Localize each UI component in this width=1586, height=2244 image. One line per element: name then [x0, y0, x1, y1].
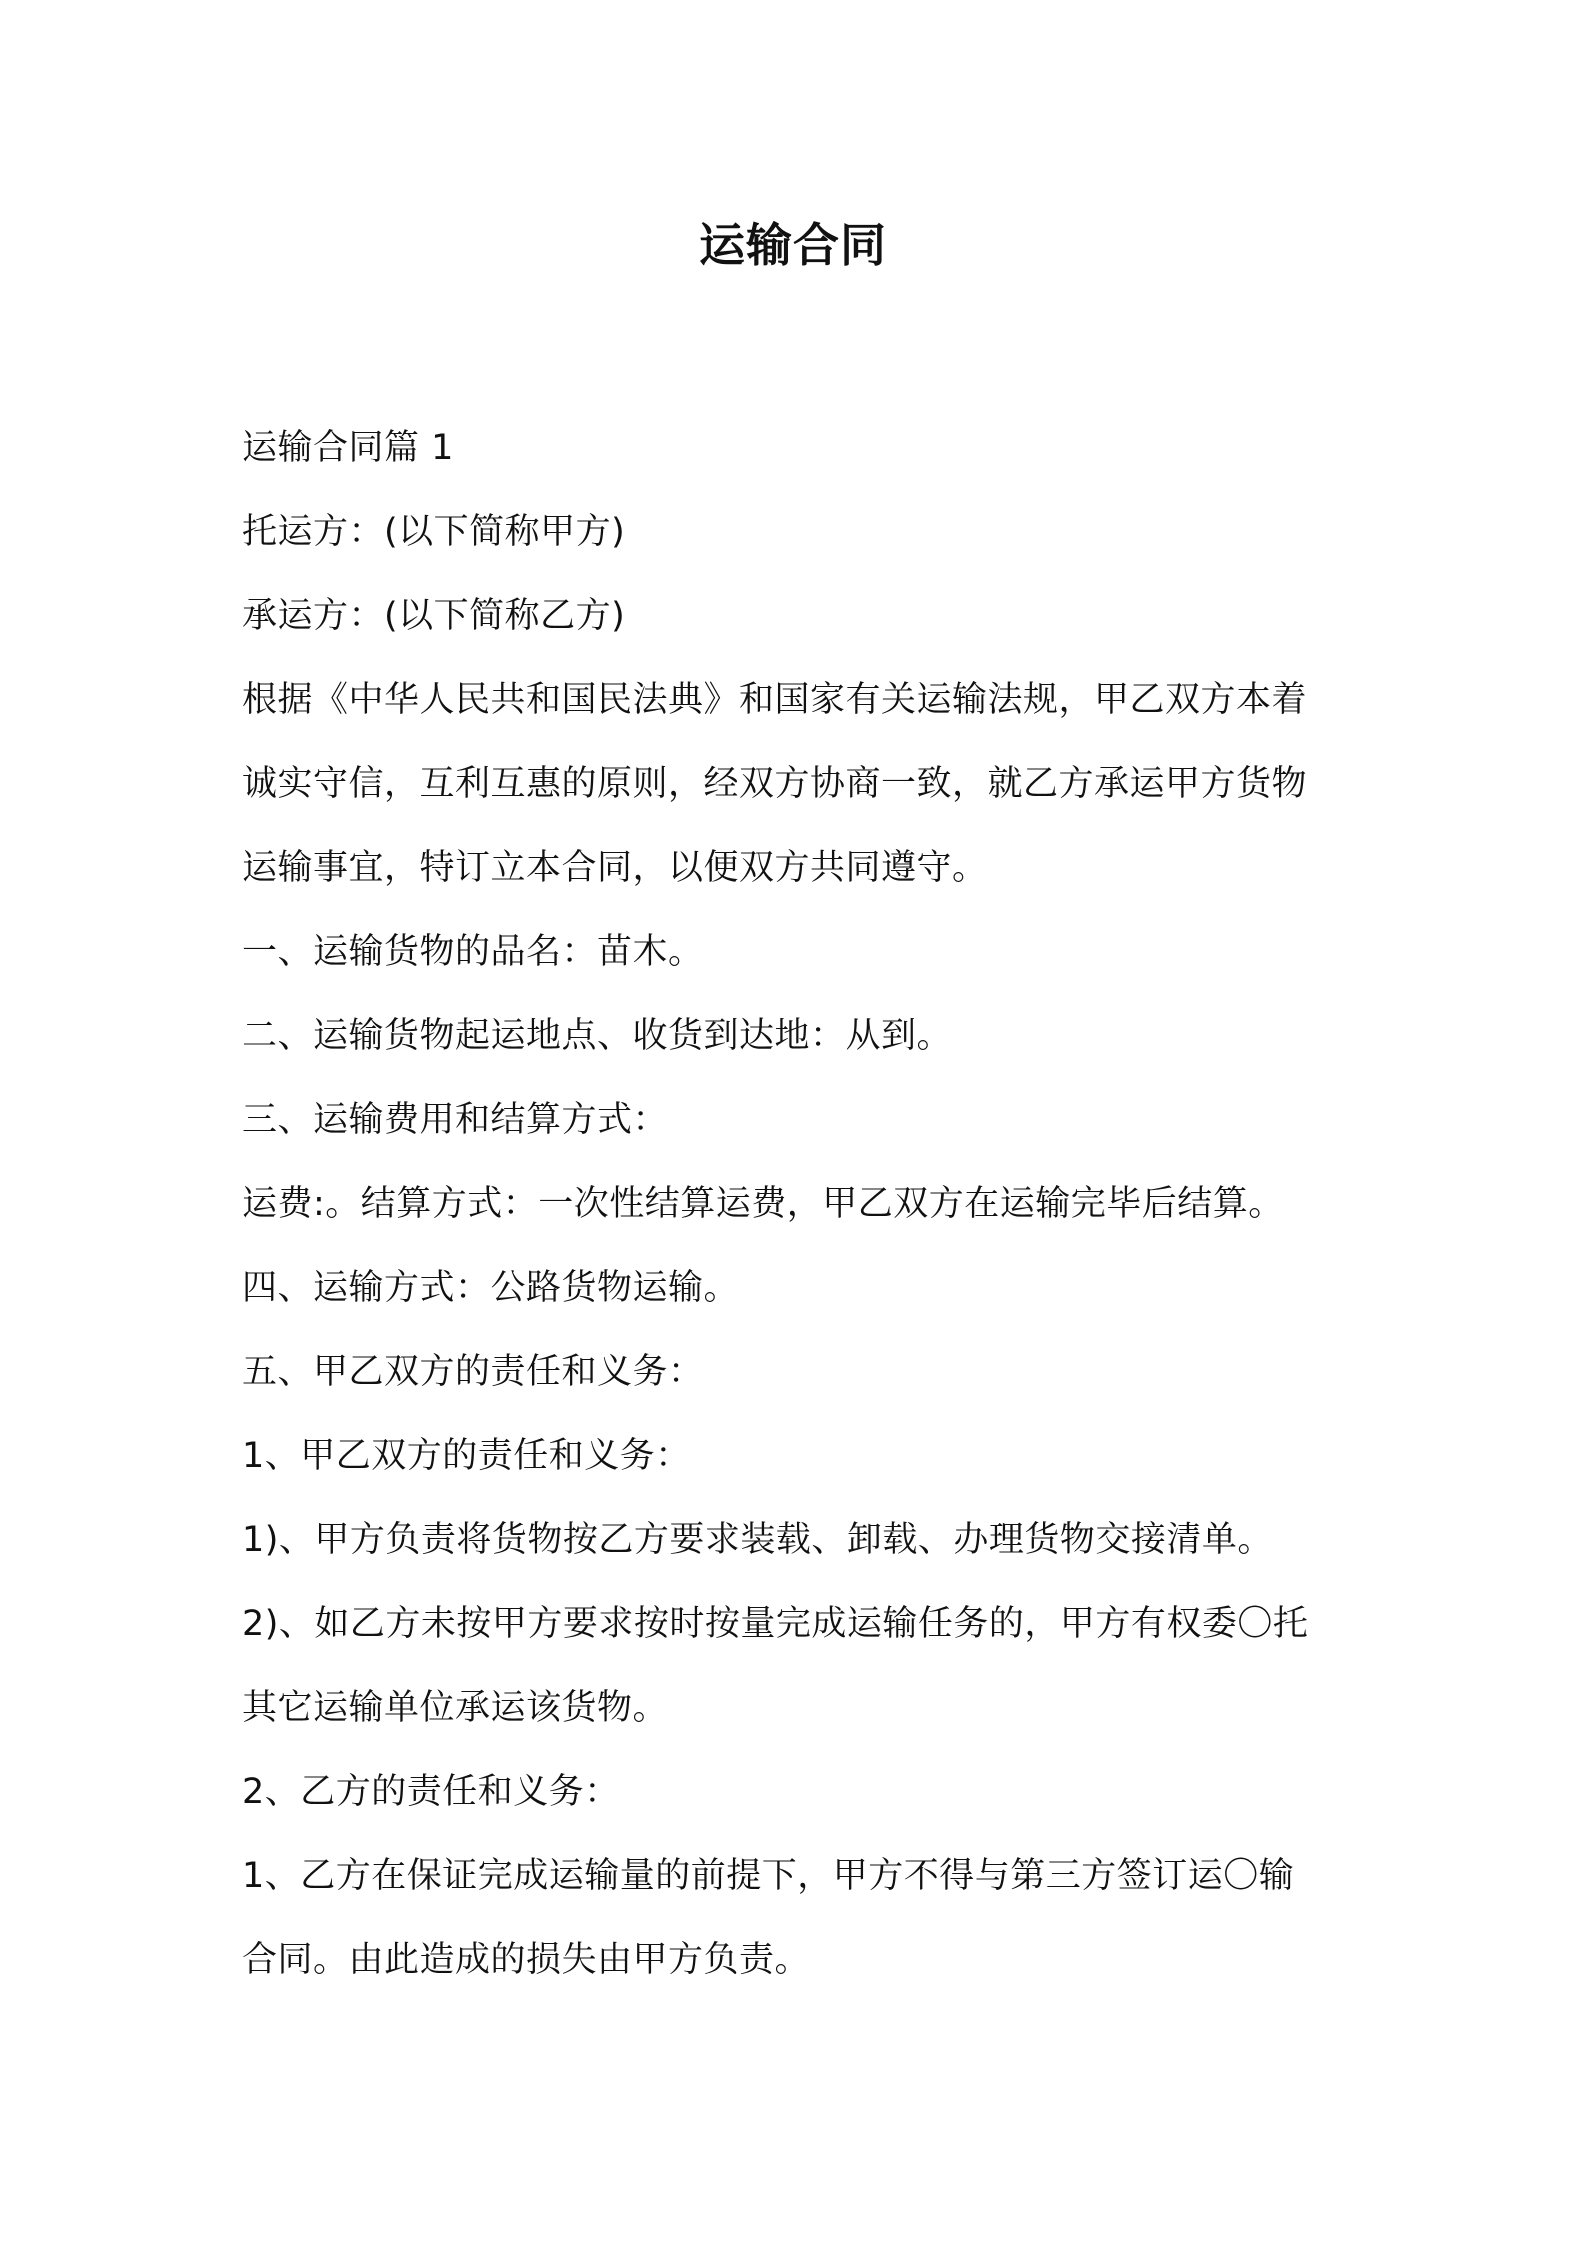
clause-line: 运费:。结算方式：一次性结算运费，甲乙双方在运输完毕后结算。	[242, 1184, 1284, 1224]
clause-line: 1)、甲方负责将货物按乙方要求装载、卸载、办理货物交接清单。	[242, 1520, 1273, 1560]
section-heading: 运输合同篇 1	[242, 428, 454, 468]
document-title: 运输合同	[699, 218, 887, 272]
clause-line: 2、乙方的责任和义务：	[242, 1772, 620, 1812]
paragraph-line: 运输事宜，特订立本合同，以便双方共同遵守。	[242, 848, 988, 888]
clause-line: 五、甲乙双方的责任和义务：	[242, 1352, 704, 1392]
clause-line: 四、运输方式：公路货物运输。	[242, 1268, 740, 1308]
clause-line: 1、乙方在保证完成运输量的前提下，甲方不得与第三方签订运〇输	[242, 1856, 1295, 1896]
clause-line: 其它运输单位承运该货物。	[242, 1688, 669, 1728]
carrier-line: 承运方：(以下简称乙方)	[242, 596, 626, 636]
paragraph-line: 诚实守信，互利互惠的原则，经双方协商一致，就乙方承运甲方货物	[242, 764, 1308, 804]
paragraph-line: 根据《中华人民共和国民法典》和国家有关运输法规，甲乙双方本着	[242, 680, 1308, 720]
clause-line: 一、运输货物的品名：苗木。	[242, 932, 704, 972]
clause-line: 三、运输费用和结算方式：	[242, 1100, 669, 1140]
clause-line: 二、运输货物起运地点、收货到达地：从到。	[242, 1016, 953, 1056]
consignor-line: 托运方：(以下简称甲方)	[242, 512, 626, 552]
clause-line: 2)、如乙方未按甲方要求按时按量完成运输任务的，甲方有权委〇托	[242, 1604, 1309, 1644]
document-body	[242, 406, 1362, 2002]
clause-line: 合同。由此造成的损失由甲方负责。	[242, 1940, 811, 1980]
clause-line: 1、甲乙双方的责任和义务：	[242, 1436, 691, 1476]
